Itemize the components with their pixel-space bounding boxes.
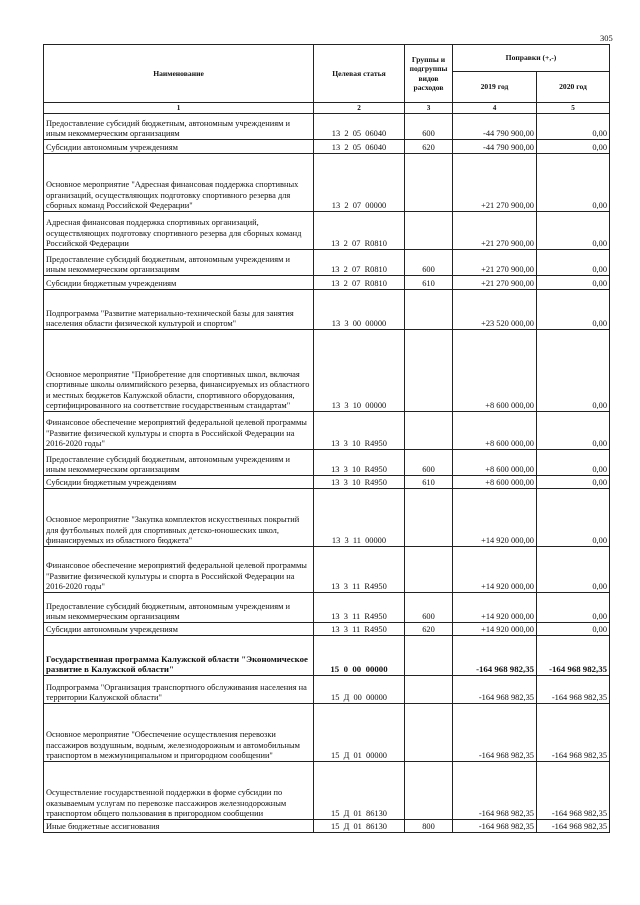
row-amount-2020: 0,00 bbox=[537, 623, 610, 636]
row-amount-2019: +8 600 000,00 bbox=[453, 412, 537, 450]
row-code: 15 Д 01 86130 bbox=[314, 820, 405, 833]
row-amount-2020: 0,00 bbox=[537, 547, 610, 593]
table-row bbox=[44, 593, 610, 623]
row-amount-2019: -44 790 900,00 bbox=[453, 140, 537, 154]
row-code: 13 3 10 R4950 bbox=[314, 412, 405, 450]
header-amendments: Поправки (+,-) bbox=[453, 45, 610, 72]
table-row bbox=[44, 547, 610, 593]
row-amount-2020: -164 968 982,35 bbox=[537, 820, 610, 833]
row-amount-2019: +14 920 000,00 bbox=[453, 547, 537, 593]
row-name: Субсидии автономным учреждениям bbox=[44, 623, 314, 636]
row-group bbox=[405, 676, 453, 704]
row-amount-2020: 0,00 bbox=[537, 330, 610, 412]
row-name: Адресная финансовая поддержка спортивных организаций, осуществляющих подготовку спортивного резерва для сборных команд Российской Федерации bbox=[44, 212, 314, 250]
row-group: 610 bbox=[405, 476, 453, 489]
table-row bbox=[44, 704, 610, 762]
header-target-article: Целевая статья bbox=[314, 45, 405, 103]
row-name: Основное мероприятие "Адресная финансовая поддержка спортивных организаций, осуществляющих подготовку спортивного резерва для сборных команд Российской Федерации" bbox=[44, 154, 314, 212]
row-group bbox=[405, 636, 453, 676]
row-amount-2019: -164 968 982,35 bbox=[453, 762, 537, 820]
row-amount-2020: -164 968 982,35 bbox=[537, 762, 610, 820]
row-group bbox=[405, 412, 453, 450]
row-code: 13 2 07 00000 bbox=[314, 154, 405, 212]
table-row bbox=[44, 154, 610, 212]
row-amount-2019: +21 270 900,00 bbox=[453, 154, 537, 212]
row-name: Государственная программа Калужской области "Экономическое развитие в Калужской области" bbox=[44, 636, 314, 676]
row-amount-2020: 0,00 bbox=[537, 450, 610, 476]
row-name: Финансовое обеспечение мероприятий федеральной целевой программы "Развитие физической культуры и спорта в Российской Федерации на 2016-2020 годы" bbox=[44, 412, 314, 450]
row-amount-2020: 0,00 bbox=[537, 250, 610, 276]
row-name: Финансовое обеспечение мероприятий федеральной целевой программы "Развитие физической культуры и спорта в Российской Федерации на 2016-2020 годы" bbox=[44, 547, 314, 593]
row-amount-2020: -164 968 982,35 bbox=[537, 704, 610, 762]
row-amount-2020: 0,00 bbox=[537, 290, 610, 330]
row-group bbox=[405, 547, 453, 593]
row-name: Субсидии бюджетным учреждениям bbox=[44, 476, 314, 489]
column-number: 5 bbox=[537, 103, 610, 114]
row-group bbox=[405, 330, 453, 412]
table-row bbox=[44, 623, 610, 636]
row-amount-2020: 0,00 bbox=[537, 593, 610, 623]
row-amount-2019: +14 920 000,00 bbox=[453, 489, 537, 547]
table-row bbox=[44, 762, 610, 820]
row-group: 600 bbox=[405, 250, 453, 276]
row-name: Основное мероприятие "Приобретение для спортивных школ, включая спортивные школы олимпийского резерва, финансируемых из областного и местных бюджетов Калужской области, спортивного оборудования, сертифицированного на соответствие государственным стандартам" bbox=[44, 330, 314, 412]
row-group: 600 bbox=[405, 593, 453, 623]
row-code: 15 Д 00 00000 bbox=[314, 676, 405, 704]
row-amount-2020: 0,00 bbox=[537, 114, 610, 140]
row-group: 600 bbox=[405, 450, 453, 476]
row-amount-2019: -164 968 982,35 bbox=[453, 704, 537, 762]
table-row bbox=[44, 250, 610, 276]
row-name: Основное мероприятие "Закупка комплектов искусственных покрытий для футбольных полей для спортивных детско-юношеских школ, финансируемых из областного бюджета" bbox=[44, 489, 314, 547]
row-code: 13 3 11 R4950 bbox=[314, 547, 405, 593]
row-code: 15 Д 01 00000 bbox=[314, 704, 405, 762]
row-amount-2020: 0,00 bbox=[537, 489, 610, 547]
table-row bbox=[44, 276, 610, 290]
row-amount-2019: -164 968 982,35 bbox=[453, 820, 537, 833]
table-row bbox=[44, 636, 610, 676]
header-year-2020: 2020 год bbox=[537, 72, 610, 103]
row-name: Иные бюджетные ассигнования bbox=[44, 820, 314, 833]
row-name: Основное мероприятие "Обеспечение осуществления перевозки пассажиров воздушным, водным, железнодорожным и автомобильным транспортом в межмуниципальном и пригородном сообщении" bbox=[44, 704, 314, 762]
row-code: 13 2 07 R0810 bbox=[314, 212, 405, 250]
row-code: 13 3 11 R4950 bbox=[314, 593, 405, 623]
row-group bbox=[405, 154, 453, 212]
row-code: 13 3 11 00000 bbox=[314, 489, 405, 547]
table-row bbox=[44, 476, 610, 489]
row-amount-2019: +8 600 000,00 bbox=[453, 476, 537, 489]
row-amount-2019: +21 270 900,00 bbox=[453, 212, 537, 250]
table-row bbox=[44, 450, 610, 476]
row-name: Подпрограмма "Организация транспортного обслуживания населения на территории Калужской области" bbox=[44, 676, 314, 704]
row-amount-2019: -44 790 900,00 bbox=[453, 114, 537, 140]
row-amount-2019: +8 600 000,00 bbox=[453, 450, 537, 476]
row-amount-2020: -164 968 982,35 bbox=[537, 676, 610, 704]
row-group bbox=[405, 762, 453, 820]
row-amount-2019: +23 520 000,00 bbox=[453, 290, 537, 330]
row-code: 13 3 00 00000 bbox=[314, 290, 405, 330]
row-code: 13 3 10 00000 bbox=[314, 330, 405, 412]
row-name: Субсидии автономным учреждениям bbox=[44, 140, 314, 154]
table-row bbox=[44, 290, 610, 330]
column-number: 4 bbox=[453, 103, 537, 114]
row-name: Субсидии бюджетным учреждениям bbox=[44, 276, 314, 290]
row-name: Предоставление субсидий бюджетным, автономным учреждениям и иным некоммерческим организациям bbox=[44, 114, 314, 140]
row-code: 13 2 07 R0810 bbox=[314, 276, 405, 290]
row-name: Предоставление субсидий бюджетным, автономным учреждениям и иным некоммерческим организациям bbox=[44, 450, 314, 476]
row-group bbox=[405, 704, 453, 762]
row-code: 13 3 11 R4950 bbox=[314, 623, 405, 636]
row-amount-2019: -164 968 982,35 bbox=[453, 636, 537, 676]
row-name: Предоставление субсидий бюджетным, автономным учреждениям и иным некоммерческим организациям bbox=[44, 250, 314, 276]
row-name: Осуществление государственной поддержки в форме субсидии по оказываемым услугам по перевозке пассажиров железнодорожным транспортом общего пользования в пригородном сообщении bbox=[44, 762, 314, 820]
row-code: 15 Д 01 86130 bbox=[314, 762, 405, 820]
row-code: 15 0 00 00000 bbox=[314, 636, 405, 676]
row-amount-2019: +21 270 900,00 bbox=[453, 276, 537, 290]
row-code: 13 2 05 06040 bbox=[314, 140, 405, 154]
row-group: 620 bbox=[405, 623, 453, 636]
row-amount-2019: +14 920 000,00 bbox=[453, 623, 537, 636]
row-name: Предоставление субсидий бюджетным, автономным учреждениям и иным некоммерческим организациям bbox=[44, 593, 314, 623]
row-amount-2020: 0,00 bbox=[537, 412, 610, 450]
row-amount-2019: -164 968 982,35 bbox=[453, 676, 537, 704]
table-row bbox=[44, 140, 610, 154]
header-year-2019: 2019 год bbox=[453, 72, 537, 103]
row-amount-2019: +14 920 000,00 bbox=[453, 593, 537, 623]
table-row bbox=[44, 820, 610, 833]
row-group bbox=[405, 212, 453, 250]
table-row bbox=[44, 676, 610, 704]
row-group bbox=[405, 290, 453, 330]
row-name: Подпрограмма "Развитие материально-технической базы для занятия населения области физической культурой и спортом" bbox=[44, 290, 314, 330]
row-group: 610 bbox=[405, 276, 453, 290]
row-group: 800 bbox=[405, 820, 453, 833]
table-row bbox=[44, 114, 610, 140]
row-code: 13 2 05 06040 bbox=[314, 114, 405, 140]
row-amount-2020: 0,00 bbox=[537, 140, 610, 154]
row-group: 600 bbox=[405, 114, 453, 140]
row-code: 13 3 10 R4950 bbox=[314, 476, 405, 489]
column-number: 1 bbox=[44, 103, 314, 114]
row-amount-2020: 0,00 bbox=[537, 212, 610, 250]
header-name: Наименование bbox=[44, 45, 314, 103]
table-row bbox=[44, 330, 610, 412]
row-amount-2020: 0,00 bbox=[537, 276, 610, 290]
row-amount-2019: +8 600 000,00 bbox=[453, 330, 537, 412]
budget-amendments-table bbox=[43, 44, 610, 833]
table-row bbox=[44, 212, 610, 250]
row-amount-2020: 0,00 bbox=[537, 476, 610, 489]
page-number: 305 bbox=[600, 33, 613, 43]
header-expense-groups: Группы и подгруппы видов расходов bbox=[405, 45, 453, 103]
row-amount-2020: 0,00 bbox=[537, 154, 610, 212]
table-row bbox=[44, 489, 610, 547]
row-group: 620 bbox=[405, 140, 453, 154]
row-code: 13 3 10 R4950 bbox=[314, 450, 405, 476]
row-amount-2019: +21 270 900,00 bbox=[453, 250, 537, 276]
row-group bbox=[405, 489, 453, 547]
column-number: 3 bbox=[405, 103, 453, 114]
column-number: 2 bbox=[314, 103, 405, 114]
row-code: 13 2 07 R0810 bbox=[314, 250, 405, 276]
table-row bbox=[44, 412, 610, 450]
row-amount-2020: -164 968 982,35 bbox=[537, 636, 610, 676]
